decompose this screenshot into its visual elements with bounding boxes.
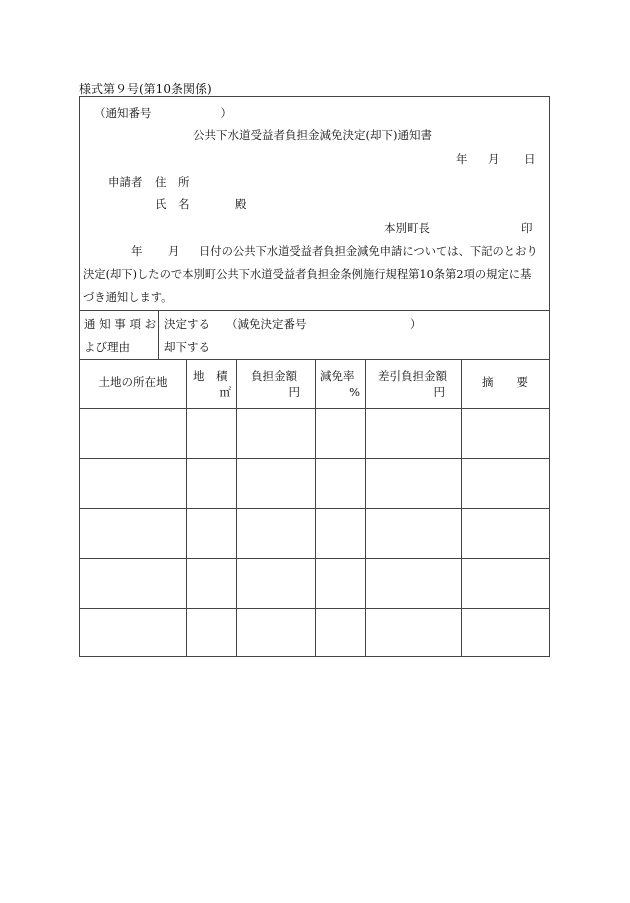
applicant-address-label: 住 所 bbox=[155, 175, 190, 189]
seal-mark: 印 bbox=[521, 221, 533, 235]
table-cell-net bbox=[365, 508, 461, 558]
date-day: 日 bbox=[524, 152, 536, 166]
honorific: 殿 bbox=[235, 197, 247, 211]
table-cell-location bbox=[80, 408, 186, 458]
table-cell-remarks bbox=[461, 558, 549, 608]
table-cell-remarks bbox=[461, 608, 549, 658]
notice-section-label-1: 通 知 事 項 お bbox=[84, 317, 157, 331]
body-year: 年 bbox=[131, 244, 143, 258]
table-cell-rate bbox=[315, 608, 365, 658]
table-cell-remarks bbox=[461, 458, 549, 508]
table-cell-net bbox=[365, 558, 461, 608]
table-cell-net bbox=[365, 458, 461, 508]
notice-form bbox=[79, 96, 550, 657]
header-area: 地 積 bbox=[193, 369, 228, 383]
table-cell-area bbox=[186, 458, 236, 508]
table-cell-area bbox=[186, 508, 236, 558]
header-area-unit: ㎡ bbox=[219, 385, 231, 399]
header-remarks: 摘 要 bbox=[482, 375, 528, 389]
table-cell-location bbox=[80, 458, 186, 508]
table-cell-amount bbox=[236, 408, 315, 458]
date-month: 月 bbox=[488, 152, 500, 166]
table-cell-remarks bbox=[461, 408, 549, 458]
table-cell-area bbox=[186, 558, 236, 608]
notice-section-label-2: よび理由 bbox=[84, 340, 130, 354]
date-year: 年 bbox=[456, 152, 468, 166]
rejected-option: 却下する bbox=[164, 340, 210, 354]
table-cell-net bbox=[365, 608, 461, 658]
body-line-2: 決定(却下)したので本別町公共下水道受益者負担金条例施行規程第10条第2項の規定に基 bbox=[83, 268, 532, 281]
issuer-title: 本別町長 bbox=[384, 221, 430, 235]
divider-notice-label bbox=[158, 310, 159, 359]
body-line-1: 日付の公共下水道受益者負担金減免申請については、下記のとおり bbox=[199, 245, 538, 258]
decided-option: 決定する bbox=[164, 317, 210, 331]
table-cell-amount bbox=[236, 558, 315, 608]
table-cell-rate bbox=[315, 408, 365, 458]
header-location: 土地の所在地 bbox=[98, 375, 168, 389]
table-cell-amount bbox=[236, 608, 315, 658]
decision-number: （減免決定番号 ） bbox=[226, 317, 422, 331]
table-cell-rate bbox=[315, 508, 365, 558]
applicant-label: 申請者 bbox=[108, 175, 143, 189]
table-cell-area bbox=[186, 408, 236, 458]
table-cell-amount bbox=[236, 508, 315, 558]
table-cell-remarks bbox=[461, 508, 549, 558]
body-line-3: づき通知します。 bbox=[83, 291, 173, 304]
applicant-name-label: 氏 名 bbox=[155, 197, 190, 211]
table-cell-net bbox=[365, 408, 461, 458]
form-number: 様式第９号(第10条関係) bbox=[79, 82, 212, 96]
header-rate: 減免率 bbox=[320, 369, 355, 383]
header-net-unit: 円 bbox=[433, 385, 445, 399]
header-net-amount: 差引負担金額 bbox=[378, 369, 447, 383]
table-cell-amount bbox=[236, 458, 315, 508]
header-amount: 負担金額 bbox=[251, 369, 297, 383]
table-cell-location bbox=[80, 608, 186, 658]
divider-notice-top bbox=[80, 310, 549, 311]
notice-number: （通知番号 ） bbox=[94, 106, 232, 120]
document-title: 公共下水道受益者負担金減免決定(却下)通知書 bbox=[193, 128, 432, 142]
header-amount-unit: 円 bbox=[288, 385, 300, 399]
table-cell-area bbox=[186, 608, 236, 658]
header-rate-unit: % bbox=[349, 385, 360, 399]
table-cell-rate bbox=[315, 458, 365, 508]
body-month: 月 bbox=[168, 244, 180, 258]
table-cell-location bbox=[80, 558, 186, 608]
table-cell-rate bbox=[315, 558, 365, 608]
table-cell-location bbox=[80, 508, 186, 558]
